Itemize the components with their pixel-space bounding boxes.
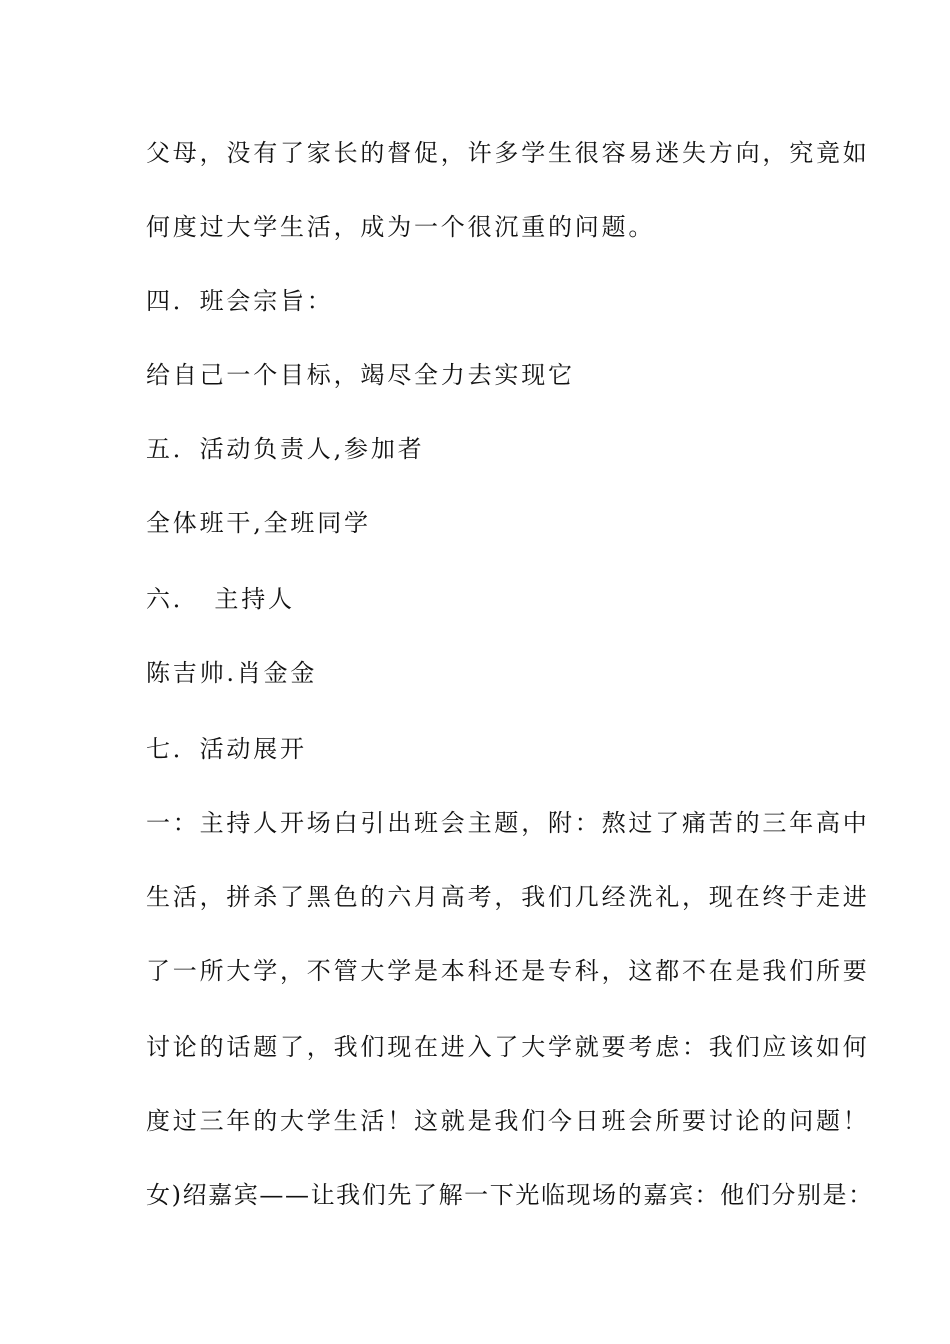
section-5-content: 全体班干,全班同学 <box>146 509 371 537</box>
section-heading-6: 六． 主持人 <box>146 585 295 613</box>
activity-paragraph-line-5: 度过三年的大学生活！这就是我们今日班会所要讨论的问题！ <box>146 1107 870 1135</box>
activity-paragraph-line-1: 一：主持人开场白引出班会主题，附：熬过了痛苦的三年高中 <box>146 809 870 837</box>
section-4-content: 给自己一个目标，竭尽全力去实现它 <box>146 361 575 389</box>
paragraph-line-2: 何度过大学生活，成为一个很沉重的问题。 <box>146 213 656 241</box>
activity-paragraph-line-4: 讨论的话题了，我们现在进入了大学就要考虑：我们应该如何 <box>146 1033 870 1061</box>
section-heading-5: 五．活动负责人,参加者 <box>146 435 425 463</box>
section-heading-7: 七．活动展开 <box>146 735 307 763</box>
paragraph-line-1: 父母，没有了家长的督促，许多学生很容易迷失方向，究竟如 <box>146 139 870 167</box>
guest-intro-line: 女)绍嘉宾——让我们先了解一下光临现场的嘉宾：他们分别是： <box>146 1181 874 1209</box>
section-heading-4: 四．班会宗旨： <box>146 287 334 315</box>
activity-paragraph-line-3: 了一所大学，不管大学是本科还是专科，这都不在是我们所要 <box>146 957 870 985</box>
activity-paragraph-line-2: 生活，拼杀了黑色的六月高考，我们几经洗礼，现在终于走进 <box>146 883 870 911</box>
section-6-content: 陈吉帅.肖金金 <box>146 659 318 687</box>
